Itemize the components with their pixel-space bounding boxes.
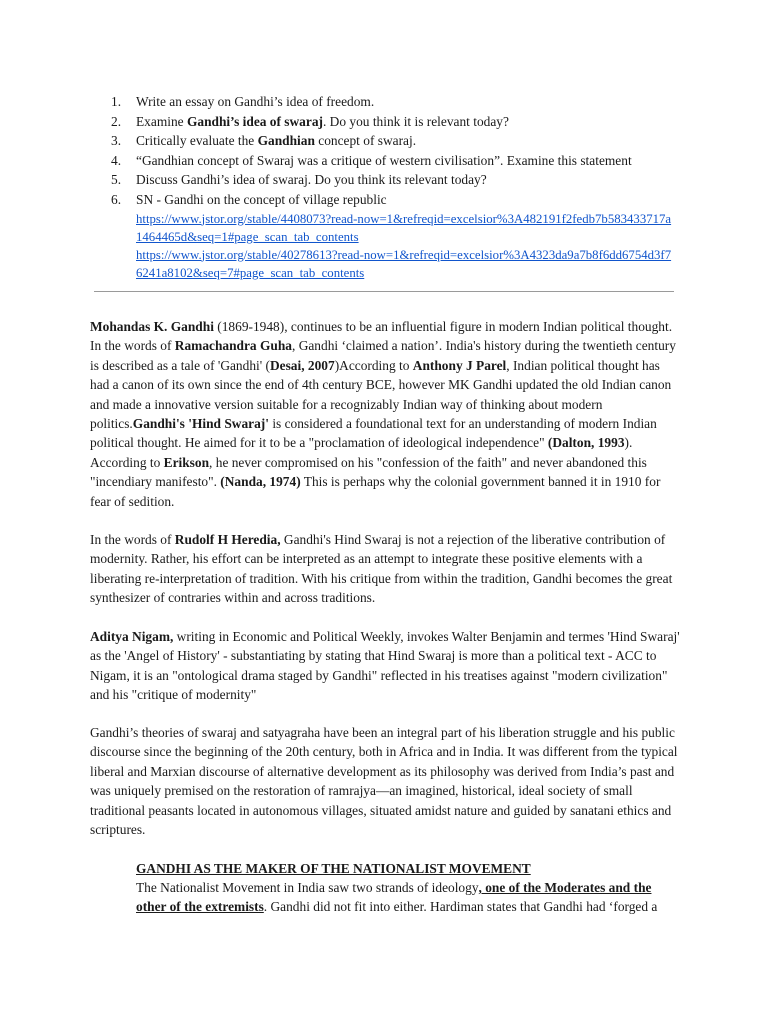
question-text	[136, 94, 374, 109]
question-item	[111, 131, 696, 151]
jstor-link-2[interactable]: https://www.jstor.org/stable/40278613?read-now=1&refreqid=excelsior%3A4323da9a7b8f6dd6754d3f76241a8102&seq=7#page_scan_tab_contents	[136, 247, 672, 280]
bold-text-run: Desai, 2007	[269, 357, 335, 373]
bold-text-run: (Nanda, 1974)	[220, 474, 301, 490]
bold-text-run: Ramachandra Guha	[174, 338, 292, 354]
section-heading: GANDHI AS THE MAKER OF THE NATIONALIST MOVEMENT	[136, 861, 531, 876]
bold-text-run: , one of the Moderates and the other of the extremists	[136, 880, 652, 915]
bold-text-run: Mohandas K. Gandhi	[90, 319, 214, 334]
text-run: Write an essay on Gandhi’s idea of freedom.	[136, 94, 375, 109]
question-list	[111, 92, 696, 282]
text-run: is considered a foundational text for an understanding of modern Indian political thought. He aimed for it to be a "proclamation of ideological independence"	[90, 416, 657, 451]
text-run: writing in Economic and Political Weekly, invokes Walter Benjamin and termes 'Hind Swaraj' as the 'Angel of History' - substantiating by stating that Hind Swaraj is more than a political text - ACC to Nigam, it is an "ontological drama staged by Gandhi" reflected in his treatises against "modern civilization" and his "critique of modernity"	[90, 629, 680, 703]
text-run: )According to	[334, 357, 413, 373]
text-run: “Gandhian concept of Swaraj was a critique of western civilisation”. Examine this statement	[136, 152, 632, 168]
text-run: Examine	[136, 113, 187, 129]
text-run: ). According to	[90, 435, 633, 470]
question-text	[136, 133, 416, 148]
text-run: , Gandhi ‘claimed a nation’. India's history during the twentieth century is described as a tale of 'Gandhi' (	[90, 338, 676, 373]
bold-text-run: Rudolf H Heredia,	[174, 532, 281, 547]
question-number: 3.	[111, 133, 122, 149]
question-number: 4.	[111, 152, 122, 168]
bold-text-run: Anthony J Parel	[412, 357, 507, 373]
text-run: Critically evaluate the	[136, 133, 258, 149]
jstor-link-1[interactable]: https://www.jstor.org/stable/4408073?read-now=1&refreqid=excelsior%3A482191f2fedb7b583433717a1464465d&seq=1#page_scan_tab_contents	[136, 211, 672, 244]
question-text	[136, 153, 632, 168]
paragraph-swaraj-theories	[90, 723, 680, 839]
question-text	[136, 192, 387, 207]
question-number: 6.	[111, 191, 122, 207]
question-item	[111, 151, 696, 171]
text-run: (1869-1948), continues to be an influential figure in modern Indian political thought. In the words of	[90, 319, 673, 354]
text-run: . Gandhi did not fit into either. Hardiman states that Gandhi had ‘forged a	[263, 899, 658, 915]
text-run: The Nationalist Movement in India saw two strands of ideology	[136, 880, 479, 895]
question-item	[111, 92, 696, 112]
question-number: 2.	[111, 113, 122, 129]
horizontal-divider	[94, 291, 674, 292]
bold-text-run: Gandhi's 'Hind Swaraj'	[132, 416, 269, 432]
question-text	[136, 172, 487, 187]
text-run: This is perhaps why the colonial government banned it in 1910 for fear of sedition.	[90, 474, 661, 509]
paragraph-nigam	[90, 627, 680, 705]
question-item	[111, 190, 696, 282]
paragraph-heredia	[90, 530, 680, 608]
text-run: Gandhi's Hind Swaraj is not a rejection of the liberative contribution of modernity. Rather, his effort can be interpreted as an attempt to integrate these positive elements with a liberating re-interpretation of tradition. With his critique from within the tradition, Gandhi becomes the great synthesizer of contraries within and across traditions.	[90, 532, 673, 606]
question-text	[136, 114, 509, 129]
text-run: , he never compromised on his "confession of the faith" and never abandoned this "incendiary manifesto".	[90, 454, 647, 490]
bold-text-run: Gandhian	[257, 133, 315, 149]
question-number: 1.	[111, 94, 122, 109]
paragraph-nationalist-movement	[136, 878, 680, 917]
text-run: . Do you think it is relevant today?	[322, 113, 509, 129]
question-number: 5.	[111, 172, 122, 188]
text-run: Gandhi’s theories of swaraj and satyagraha have been an integral part of his liberation struggle and his public discourse since the beginning of the 20th century, both in Africa and in India. It was different from the typical liberal and Marxian discourse of alternative development as its philosophy was derived from India’s past and was uniquely premised on the restoration of ramrajya—an imagined, historical, ideal society of small traditional peasants located in autonomous villages, situated amidst nature and guided by sanatani ethics and scriptures.	[90, 725, 678, 838]
text-run: , Indian political thought has had a canon of its own since the end of 4th century BCE, however MK Gandhi updated the old Indian canon and made a innovative version suitable for a recognizably Indian way of thinking about modern politics.	[90, 357, 672, 432]
text-run: Discuss Gandhi’s idea of swaraj. Do you think its relevant today?	[136, 172, 487, 188]
question-item	[111, 112, 696, 132]
question-item	[111, 170, 696, 190]
paragraph-gandhi-intro	[90, 317, 680, 511]
bold-text-run: Erikson	[163, 454, 210, 470]
text-run: In the words of	[90, 532, 175, 547]
bold-text-run: Aditya Nigam,	[90, 629, 174, 644]
bold-text-run: Gandhi’s idea of swaraj	[186, 113, 323, 129]
bold-text-run: (Dalton, 1993	[547, 435, 625, 451]
text-run: concept of swaraj.	[314, 133, 417, 149]
text-run: SN - Gandhi on the concept of village republic	[136, 191, 387, 207]
